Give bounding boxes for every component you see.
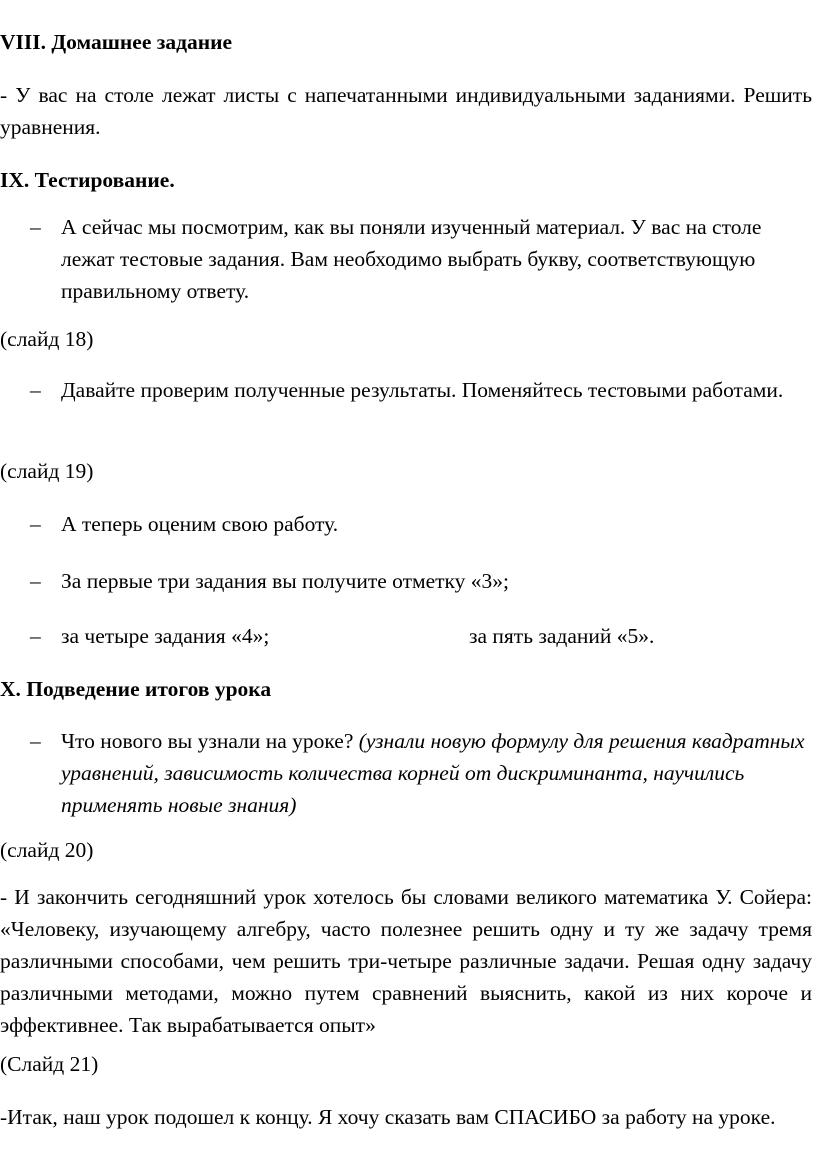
summary-question: Что нового вы узнали на уроке? (61, 729, 354, 753)
dash-bullet: – (30, 569, 41, 593)
homework-text: - У вас на столе лежат листы с напечатанными индивидуальными заданиями. Решить уравнения. (0, 83, 812, 139)
homework-heading: VIII. Домашнее задание (0, 30, 233, 54)
dash-bullet: – (30, 624, 41, 648)
summary-answer: (узнали новую формулу для решения квадратных уравнений, зависимость количества корней от дискриминанта, научились применять новые знания) (61, 729, 805, 817)
grade-3-text: За первые три задания вы получите отметку «3»; (61, 569, 510, 593)
dash-bullet: – (30, 512, 41, 536)
summary-text (61, 725, 812, 821)
dash-bullet: – (30, 215, 41, 239)
check-results-text: Давайте проверим полученные результаты. Поменяйтесь тестовыми работами. (61, 378, 784, 402)
slide-20-label: (слайд 20) (0, 838, 94, 862)
slide-21-label: (Слайд 21) (0, 1052, 99, 1076)
evaluate-text: А теперь оценим свою работу. (61, 512, 339, 536)
grade-4-text: за четыре задания «4»; (61, 624, 270, 648)
slide-18-label: (слайд 18) (0, 327, 94, 351)
quote-paragraph: - И закончить сегодняшний урок хотелось бы словами великого математика У. Сойера: «Человеку, изучающему алгебру, часто полезнее решить одну и ту же задачу тремя различными способами, чем решить три-четыре различные задачи. Решая одну задачу различными методами, можно путем сравнений выяснить, какой из них короче и эффективнее. Так вырабатывается опыт» (0, 885, 812, 1037)
closing-text: -Итак, наш урок подошел к концу. Я хочу сказать вам СПАСИБО за работу на уроке. (0, 1105, 776, 1129)
dash-bullet: – (30, 729, 41, 753)
testing-heading: IX. Тестирование. (0, 168, 175, 192)
testing-intro-text: А сейчас мы посмотрим, как вы поняли изученный материал. У вас на столе лежат тестовые задания. Вам необходимо выбрать букву, соответствующую правильному ответу. (61, 215, 762, 303)
slide-19-label: (слайд 19) (0, 459, 94, 483)
grade-5-text: за пять заданий «5». (469, 624, 655, 648)
summary-heading: X. Подведение итогов урока (0, 677, 272, 701)
dash-bullet: – (30, 378, 41, 402)
